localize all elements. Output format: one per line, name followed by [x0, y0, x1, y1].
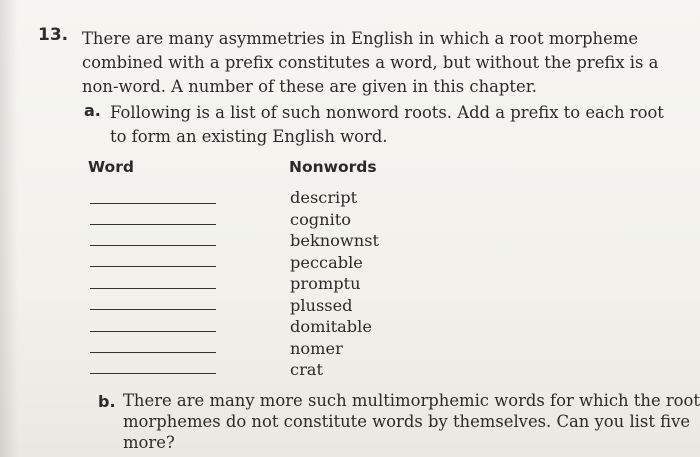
question-number: 13.	[38, 25, 69, 45]
nonword-item: domitable	[290, 317, 372, 336]
nonword-item: descript	[290, 188, 358, 207]
nonword-item: promptu	[290, 274, 361, 293]
answer-blank-7[interactable]	[90, 331, 216, 332]
question-line: non-word. A number of these are given in this chapter.	[82, 77, 537, 96]
part-b-line: more?	[123, 433, 175, 452]
answer-blank-6[interactable]	[90, 309, 216, 310]
part-a-label: a.	[84, 101, 101, 120]
question-text	[82, 27, 672, 99]
page-edge-shadow	[0, 0, 18, 457]
nonword-item: nomer	[290, 339, 343, 358]
part-b-line: There are many more such multimorphemic words for which the root	[123, 391, 700, 410]
answer-blank-8[interactable]	[90, 352, 216, 353]
answer-blank-1[interactable]	[90, 203, 216, 204]
part-a-line: to form an existing English word.	[110, 127, 388, 146]
part-b-label: b.	[98, 392, 116, 411]
answer-blank-2[interactable]	[90, 224, 216, 225]
question-line: There are many asymmetries in English in which a root morpheme	[82, 29, 639, 48]
nonword-item: crat	[290, 360, 323, 379]
word-column-heading: Word	[88, 158, 134, 176]
answer-blank-4[interactable]	[90, 266, 216, 267]
answer-blank-9[interactable]	[90, 373, 216, 374]
nonword-item: plussed	[290, 296, 353, 315]
nonword-item: beknownst	[290, 231, 380, 250]
question-line: combined with a prefix constitutes a word, but without the prefix is a	[82, 53, 659, 72]
part-b-line: morphemes do not constitute words by themselves. Can you list five	[123, 412, 691, 431]
nonword-item: cognito	[290, 210, 352, 229]
part-a-line: Following is a list of such nonword roots. Add a prefix to each root	[110, 103, 664, 122]
answer-blank-5[interactable]	[90, 288, 216, 289]
answer-blank-3[interactable]	[90, 245, 216, 246]
nonwords-column-heading: Nonwords	[289, 158, 377, 176]
part-a-text	[110, 101, 664, 149]
part-b-text	[123, 390, 700, 453]
nonword-item: peccable	[290, 253, 363, 272]
